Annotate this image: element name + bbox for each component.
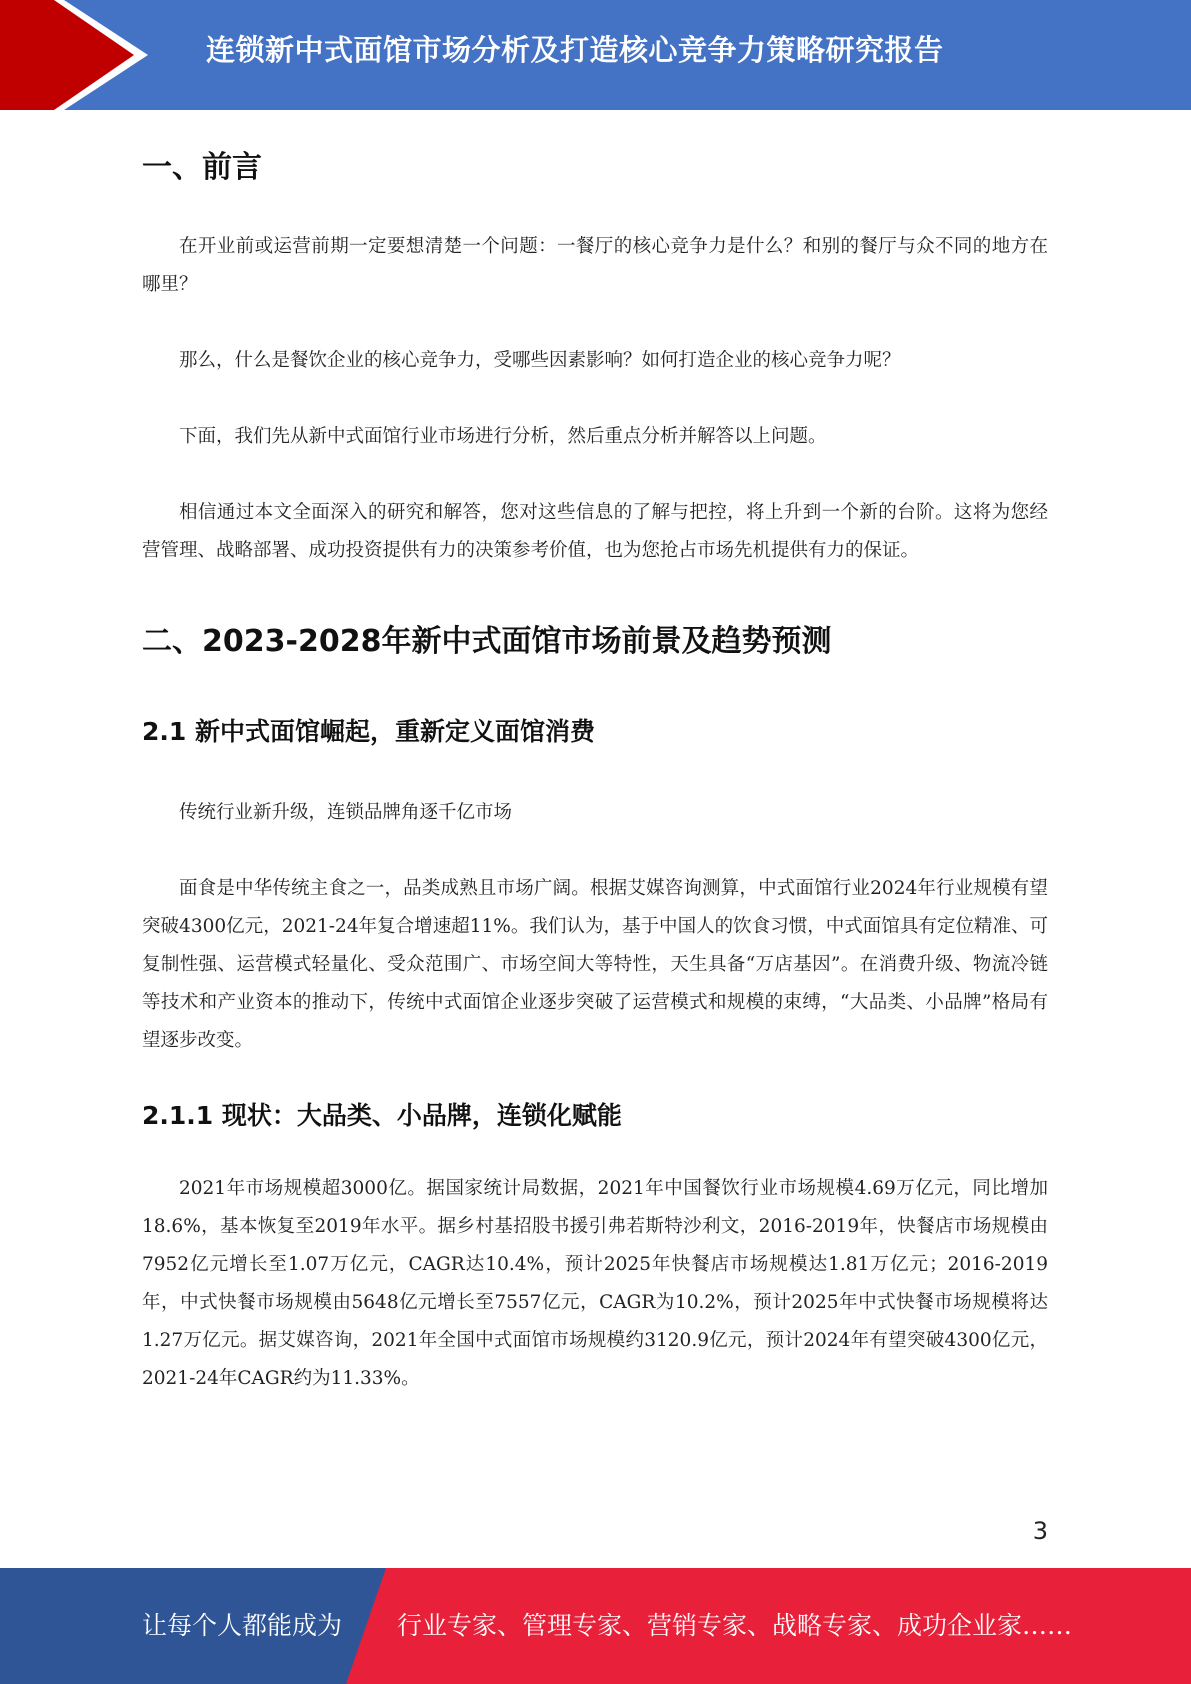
paragraph: 相信通过本文全面深入的研究和解答，您对这些信息的了解与把控，将上升到一个新的台阶。这将为您经营管理、战略部署、成功投资提供有力的决策参考价值，也为您抢占市场先机提供有力的保证。: [142, 502, 1048, 561]
paragraph: 2021年市场规模超3000亿。据国家统计局数据，2021年中国餐饮行业市场规模4.69万亿元，同比增加18.6%，基本恢复至2019年水平。据乡村基招股书援引弗若斯特沙利文，2016-2019年，快餐店市场规模由7952亿元增长至1.07万亿元，CAGR达10.4%，预计2025年快餐店市场规模达1.81万亿元；2016-2019年，中式快餐市场规模由5648亿元增长至7557亿元，CAGR为10.2%，预计2025年中式快餐市场规模将达1.27万亿元。据艾媒咨询，2021年全国中式面馆市场规模约3120.9亿元，预计2024年有望突破4300亿元，2021-24年CAGR约为11.33%。: [142, 1178, 1048, 1389]
paragraph: 在开业前或运营前期一定要想清楚一个问题：一餐厅的核心竞争力是什么？和别的餐厅与众不同的地方在哪里？: [142, 236, 1048, 295]
page-number: 3: [1032, 1517, 1048, 1545]
report-title: 连锁新中式面馆市场分析及打造核心竞争力策略研究报告: [206, 33, 944, 67]
footer-slogan-left: 让每个人都能成为: [142, 1611, 343, 1640]
page-footer: [0, 1568, 1191, 1684]
paragraph: 面食是中华传统主食之一，品类成熟且市场广阔。根据艾媒咨询测算，中式面馆行业2024年行业规模有望突破4300亿元，2021-24年复合增速超11%。我们认为，基于中国人的饮食习惯，中式面馆具有定位精准、可复制性强、运营模式轻量化、受众范围广、市场空间大等特性，天生具备“万店基因”。在消费升级、物流冷链等技术和产业资本的推动下，传统中式面馆企业逐步突破了运营模式和规模的束缚，“大品类、小品牌”格局有望逐步改变。: [142, 878, 1048, 1051]
paragraph: 下面，我们先从新中式面馆行业市场进行分析，然后重点分析并解答以上问题。: [179, 426, 827, 447]
page-content: [142, 110, 1048, 1398]
footer-slogan-right: 行业专家、管理专家、营销专家、战略专家、成功企业家……: [397, 1611, 1073, 1640]
paragraph: 传统行业新升级，连锁品牌角逐千亿市场: [179, 802, 513, 823]
red-chevron-decoration: [0, 0, 160, 110]
section-heading-outlook: 二、2023-2028年新中式面馆市场前景及趋势预测: [142, 624, 832, 659]
subsection-heading-2-1-1: 2.1.1 现状：大品类、小品牌，连锁化赋能: [142, 1101, 622, 1130]
section-heading-foreword: 一、前言: [142, 150, 262, 185]
subsection-heading-2-1: 2.1 新中式面馆崛起，重新定义面馆消费: [142, 717, 595, 746]
page-header: [0, 0, 1191, 110]
paragraph: 那么，什么是餐饮企业的核心竞争力，受哪些因素影响？如何打造企业的核心竞争力呢？: [179, 350, 901, 371]
